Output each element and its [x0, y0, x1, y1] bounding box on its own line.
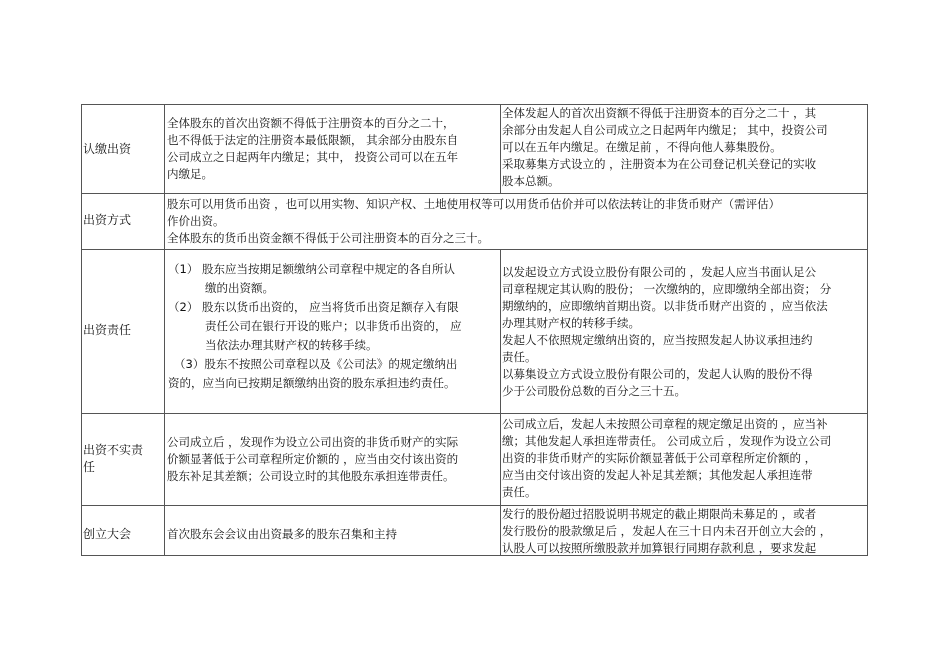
text-line: 也不得低于法定的注册资本最低限额， 其余部分由股东自 — [167, 133, 459, 147]
text-line: 出资不实责 — [83, 443, 144, 457]
jsc-cell — [502, 416, 831, 501]
llc-cell — [167, 526, 397, 543]
text-line: 首次股东会会议由出资最多的股东召集和主持 — [167, 527, 397, 541]
row-label: 出资责任 — [83, 323, 132, 337]
text-line: （2） 股东以货币出资的， 应当将货币出资足额存入有限 — [168, 300, 459, 314]
text-line: （3）股东不按照公司章程以及《公司法》的规定缴纳出 — [174, 357, 458, 371]
jsc-cell — [502, 506, 831, 557]
text-line: 股东可以用货币出资 ，也可以用实物、知识产权、土地使用权等可以用货币估价并可以依法转让的非货币财产（需评估） — [167, 197, 781, 211]
row-subscription — [82, 105, 867, 193]
row-founding — [82, 505, 867, 555]
text-line: 全体股东的货币出资金额不得低于公司注册资本的百分之三十。 — [167, 231, 489, 245]
text-line: 当依法办理其财产权的转移手续。 — [205, 338, 378, 352]
comparison-table — [81, 104, 868, 556]
text-line: 发行股份的股款缴足后 ，发起人在三十日内未召开创立大会的 ， — [502, 524, 832, 538]
text-line: 缴；其他发起人承担连带责任。 公司成立后 ，发现作为设立公司 — [502, 434, 832, 448]
text-line: 期缴纳的，应即缴纳首期出资。以非货币财产出资的 ，应当依法 — [502, 299, 828, 313]
llc-cell — [167, 434, 458, 485]
text-line: 责任。 — [502, 485, 537, 499]
text-line: 可以在五年内缴足。在缴足前 ，不得向他人募集股份。 — [502, 140, 782, 154]
row-false-contribution — [82, 413, 867, 505]
text-line: 责任。 — [502, 350, 537, 364]
jsc-cell — [502, 264, 831, 400]
text-line: 内缴足。 — [167, 167, 213, 181]
text-line: 以发起设立方式设立股份有限公司的 ，发起人应当书面认足公 — [502, 265, 817, 279]
row-label — [83, 442, 143, 476]
method-cell — [167, 196, 780, 247]
text-line: 全体发起人的首次出资额不得低于注册资本的百分之二十 ，其 — [502, 106, 817, 120]
text-line: 少于公司股份总数的百分之三十五。 — [502, 384, 686, 398]
text-line: 以募集设立方式设立股份有限公司的，发起人认购的股份不得 — [502, 367, 813, 381]
text-line: 公司成立之日起两年内缴足；其中， 投资公司可以在五年 — [167, 150, 459, 164]
row-liability — [82, 249, 867, 413]
text-line: 股东补足其差额；公司设立时的其他股东承担连带责任。 — [167, 469, 455, 483]
text-line: 股本总额。 — [502, 174, 560, 188]
text-line: 出资的非货币财产的实际价额显著低于公司章程所定价额的 ， — [502, 451, 817, 465]
text-line: 司章程规定其认购的股份； 一次缴纳的，应即缴纳全部出资； 分 — [502, 282, 832, 296]
row-label: 出资方式 — [83, 213, 132, 227]
text-line: 作价出资。 — [167, 214, 225, 228]
text-line: 发起人不依照规定缴纳出资的，应当按照发起人协议承担违约 — [502, 333, 813, 347]
row-label: 创立大会 — [83, 527, 132, 541]
text-line: 资的，应当向已按期足额缴纳出资的股东承担违约责任。 — [168, 376, 456, 390]
jsc-cell — [502, 105, 828, 190]
row-method — [82, 193, 867, 249]
llc-cell — [167, 115, 458, 183]
text-line: 余部分由发起人自公司成立之日起两年内缴足； 其中，投资公司 — [502, 123, 828, 137]
text-line: 办理其财产权的转移手续。 — [502, 316, 640, 330]
text-line: 认股人可以按照所缴股款并加算银行同期存款利息 ，要求发起 — [502, 541, 817, 555]
text-line: 责任公司在银行开设的账户；以非货币出资的， 应 — [205, 319, 462, 333]
text-line: 采取募集方式设立的 ，注册资本为在公司登记机关登记的实收 — [502, 157, 817, 171]
text-line: 公司成立后 ，发现作为设立公司出资的非货币财产的实际 — [167, 435, 459, 449]
text-line: 任 — [83, 460, 96, 474]
llc-cell — [168, 260, 462, 393]
text-line: 价额显著低于公司章程所定价额的 ，应当由交付该出资的 — [167, 452, 459, 466]
row-label: 认缴出资 — [83, 142, 132, 156]
text-line: 全体股东的首次出资额不得低于注册资本的百分之二十， — [167, 116, 455, 130]
text-line: 发行的股份超过招股说明书规定的截止期限尚未募足的 ，或者 — [502, 507, 817, 521]
text-line: 公司成立后，发起人未按照公司章程的规定缴足出资的 ，应当补 — [502, 417, 828, 431]
text-line: 缴的出资额。 — [205, 281, 274, 295]
text-line: （1） 股东应当按期足额缴纳公司章程中规定的各自所认 — [168, 262, 455, 276]
text-line: 应当由交付该出资的发起人补足其差额；其他发起人承担连带 — [502, 468, 813, 482]
